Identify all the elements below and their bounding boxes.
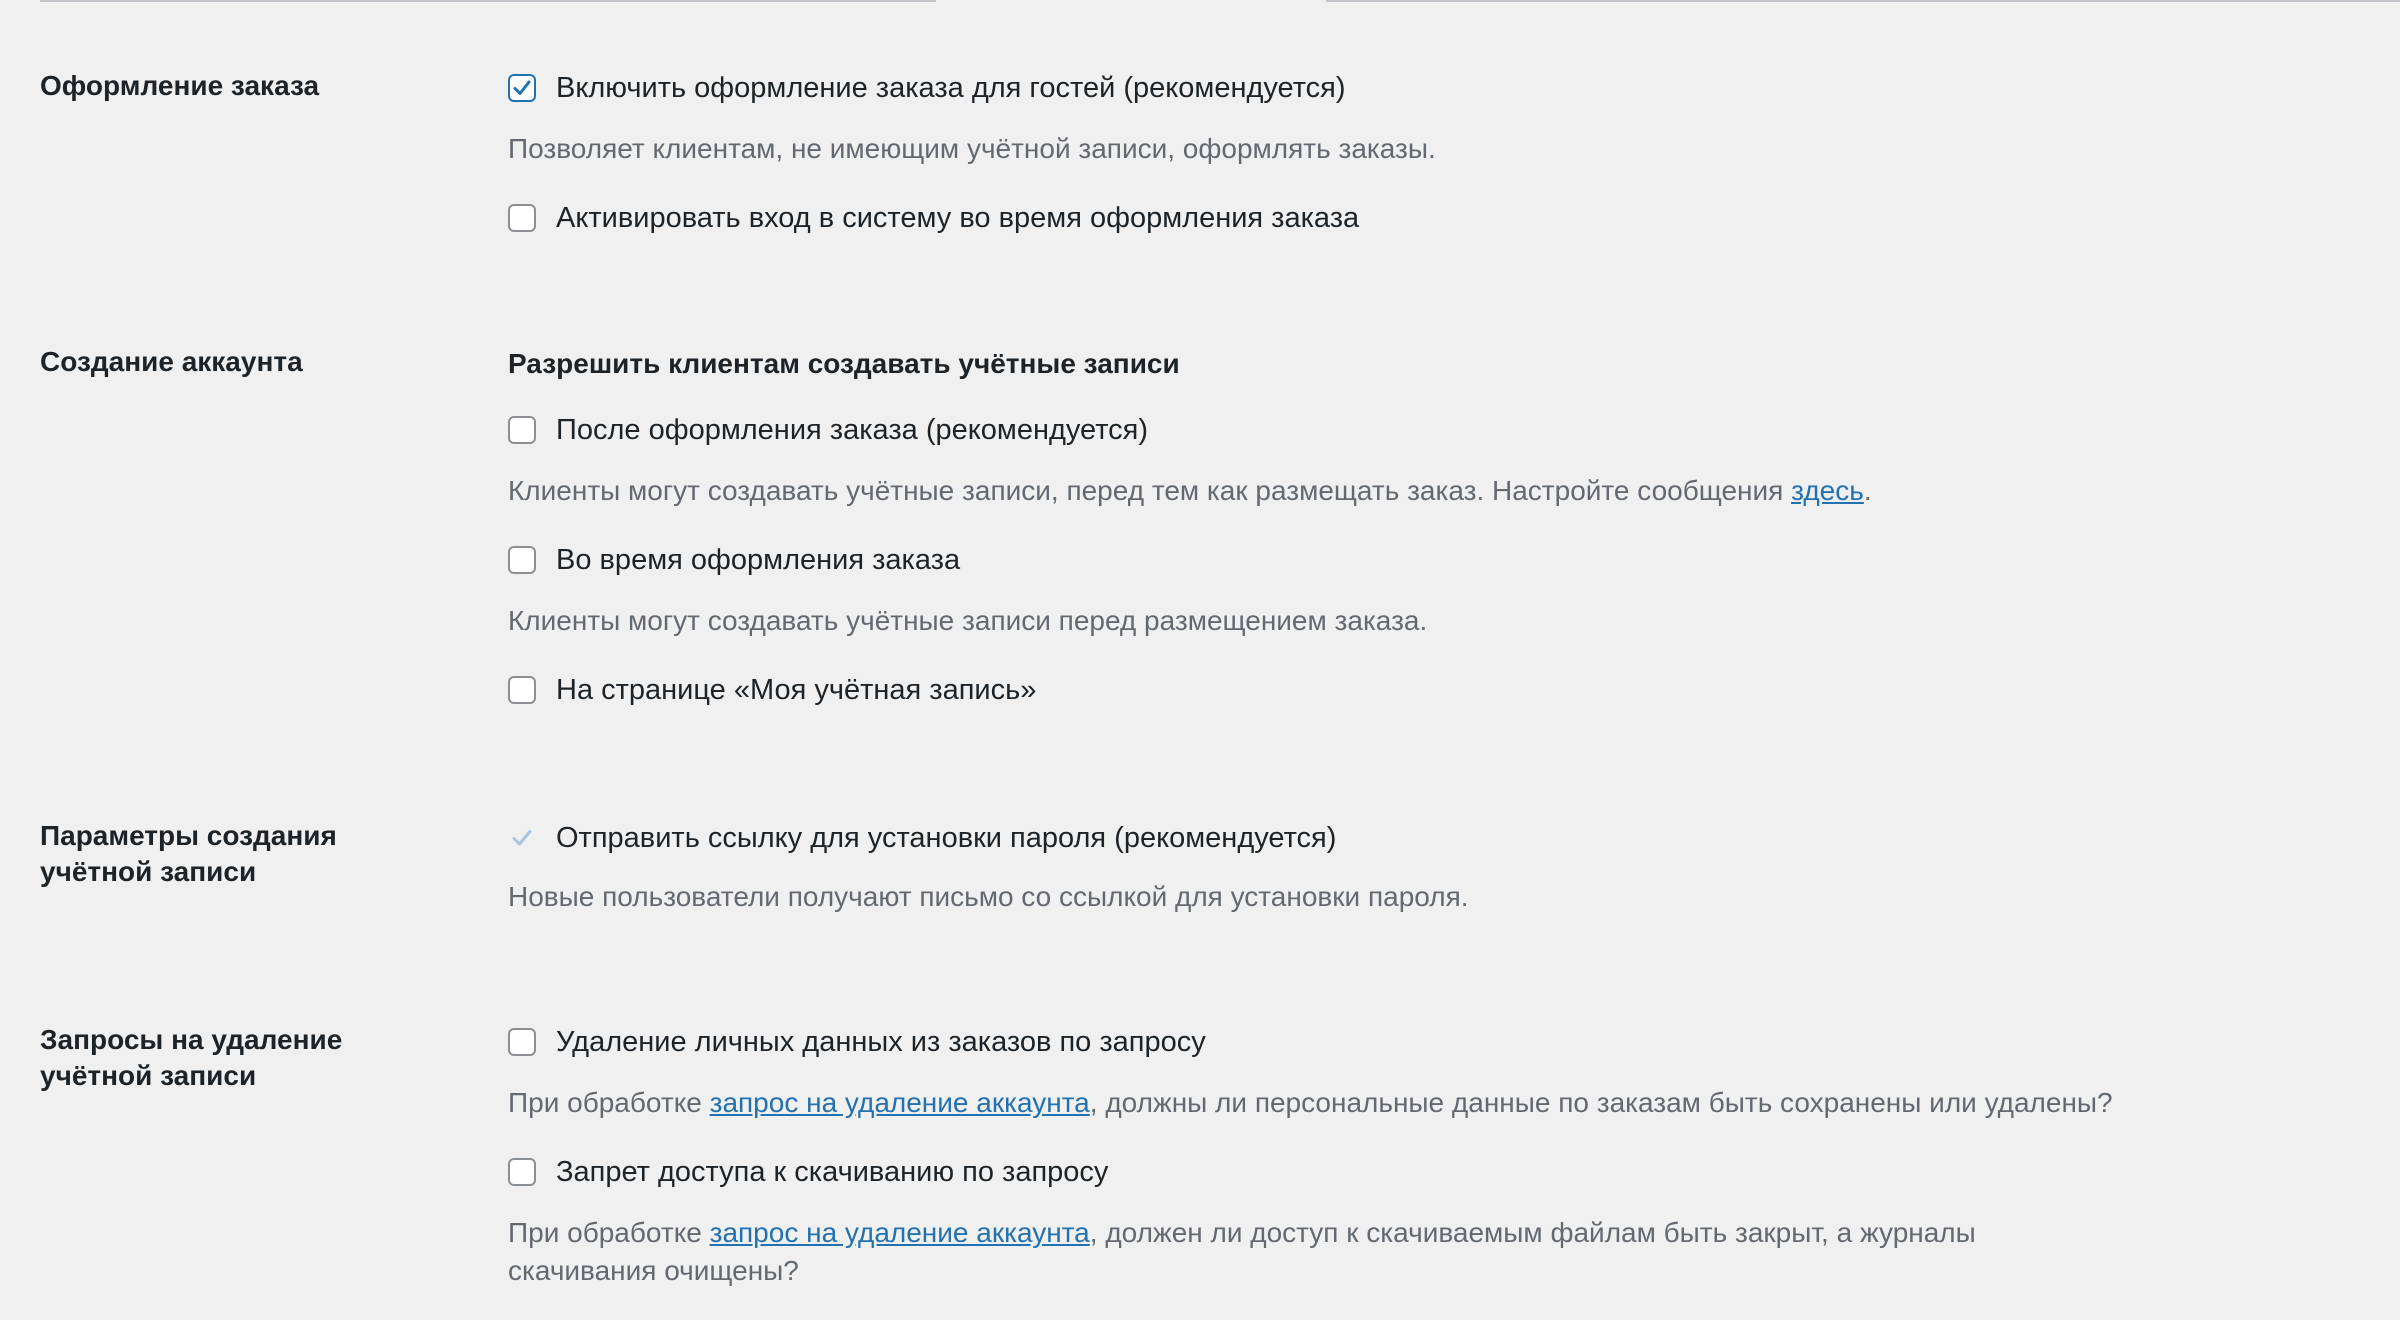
row-label-account-options: Параметры создания учётной записи [40, 820, 337, 887]
guest-checkout-label[interactable]: Включить оформление заказа для гостей (рекомендуется) [556, 72, 1346, 104]
during-checkout-checkbox[interactable] [508, 546, 536, 574]
erasure-request-link[interactable]: запрос на удаление аккаунта [709, 1087, 1090, 1118]
option-after-checkout[interactable] [508, 410, 2368, 450]
revoke-downloads-description [508, 1214, 2068, 1290]
tab-divider-right [1326, 0, 2400, 2]
customize-messages-link[interactable]: здесь [1791, 475, 1864, 506]
option-during-checkout[interactable] [508, 540, 2368, 580]
erasure-request-link[interactable]: запрос на удаление аккаунта [709, 1217, 1090, 1248]
during-checkout-description: Клиенты могут создавать учётные записи перед размещением заказа. [508, 605, 1428, 636]
field-erasure-requests [508, 1022, 2368, 1290]
checkmark-icon [511, 77, 533, 99]
revoke-downloads-label[interactable]: Запрет доступа к скачиванию по запросу [556, 1156, 1109, 1188]
account-creation-heading: Разрешить клиентам создавать учётные записи [508, 348, 1180, 379]
revoke-downloads-description-text: При обработке [508, 1217, 710, 1248]
row-label-checkout: Оформление заказа [40, 70, 320, 101]
after-checkout-label[interactable]: После оформления заказа (рекомендуется) [556, 414, 1149, 446]
send-password-link-description: Новые пользователи получают письмо со ссылкой для установки пароля. [508, 881, 1469, 912]
login-during-checkout-label[interactable]: Активировать вход в систему во время оформления заказа [556, 202, 1360, 234]
tab-divider-left [40, 0, 936, 2]
after-checkout-description-end: . [1863, 475, 1872, 506]
guest-checkout-description: Позволяет клиентам, не имеющим учётной записи, оформлять заказы. [508, 133, 1436, 164]
option-send-password-link[interactable] [508, 818, 2368, 858]
send-password-link-checkbox[interactable] [508, 824, 536, 852]
my-account-page-label[interactable]: На странице «Моя учётная запись» [556, 674, 1037, 706]
remove-order-data-checkbox[interactable] [508, 1028, 536, 1056]
checkmark-icon [509, 825, 535, 851]
option-my-account-page[interactable] [508, 670, 2368, 710]
remove-order-data-label[interactable]: Удаление личных данных из заказов по запросу [556, 1026, 1206, 1058]
remove-order-data-description-end: , должны ли персональные данные по заказам быть сохранены или удалены? [1089, 1087, 2113, 1118]
remove-order-data-description [508, 1084, 2368, 1122]
option-revoke-downloads[interactable] [508, 1152, 2368, 1192]
option-login-during-checkout[interactable] [508, 198, 2368, 238]
row-label-account-creation: Создание аккаунта [40, 346, 303, 377]
remove-order-data-description-text: При обработке [508, 1087, 710, 1118]
revoke-downloads-description-end: , должен ли доступ к скачиваемым файлам быть закрыт, а журналы скачивания очищены? [508, 1217, 1976, 1286]
field-account-creation [508, 346, 2368, 710]
after-checkout-description-text: Клиенты могут создавать учётные записи, перед тем как размещать заказ. Настройте сообщения [508, 475, 1792, 506]
after-checkout-description [508, 472, 2368, 510]
guest-checkout-checkbox[interactable] [508, 74, 536, 102]
after-checkout-checkbox[interactable] [508, 416, 536, 444]
during-checkout-label[interactable]: Во время оформления заказа [556, 544, 961, 576]
revoke-downloads-checkbox[interactable] [508, 1158, 536, 1186]
option-guest-checkout[interactable] [508, 68, 2368, 108]
row-label-erasure-requests: Запросы на удаление учётной записи [40, 1024, 343, 1091]
send-password-link-label[interactable]: Отправить ссылку для установки пароля (рекомендуется) [556, 822, 1337, 854]
login-during-checkout-checkbox[interactable] [508, 204, 536, 232]
field-checkout [508, 68, 2368, 238]
field-account-options [508, 818, 2368, 916]
my-account-page-checkbox[interactable] [508, 676, 536, 704]
option-remove-order-data[interactable] [508, 1022, 2368, 1062]
